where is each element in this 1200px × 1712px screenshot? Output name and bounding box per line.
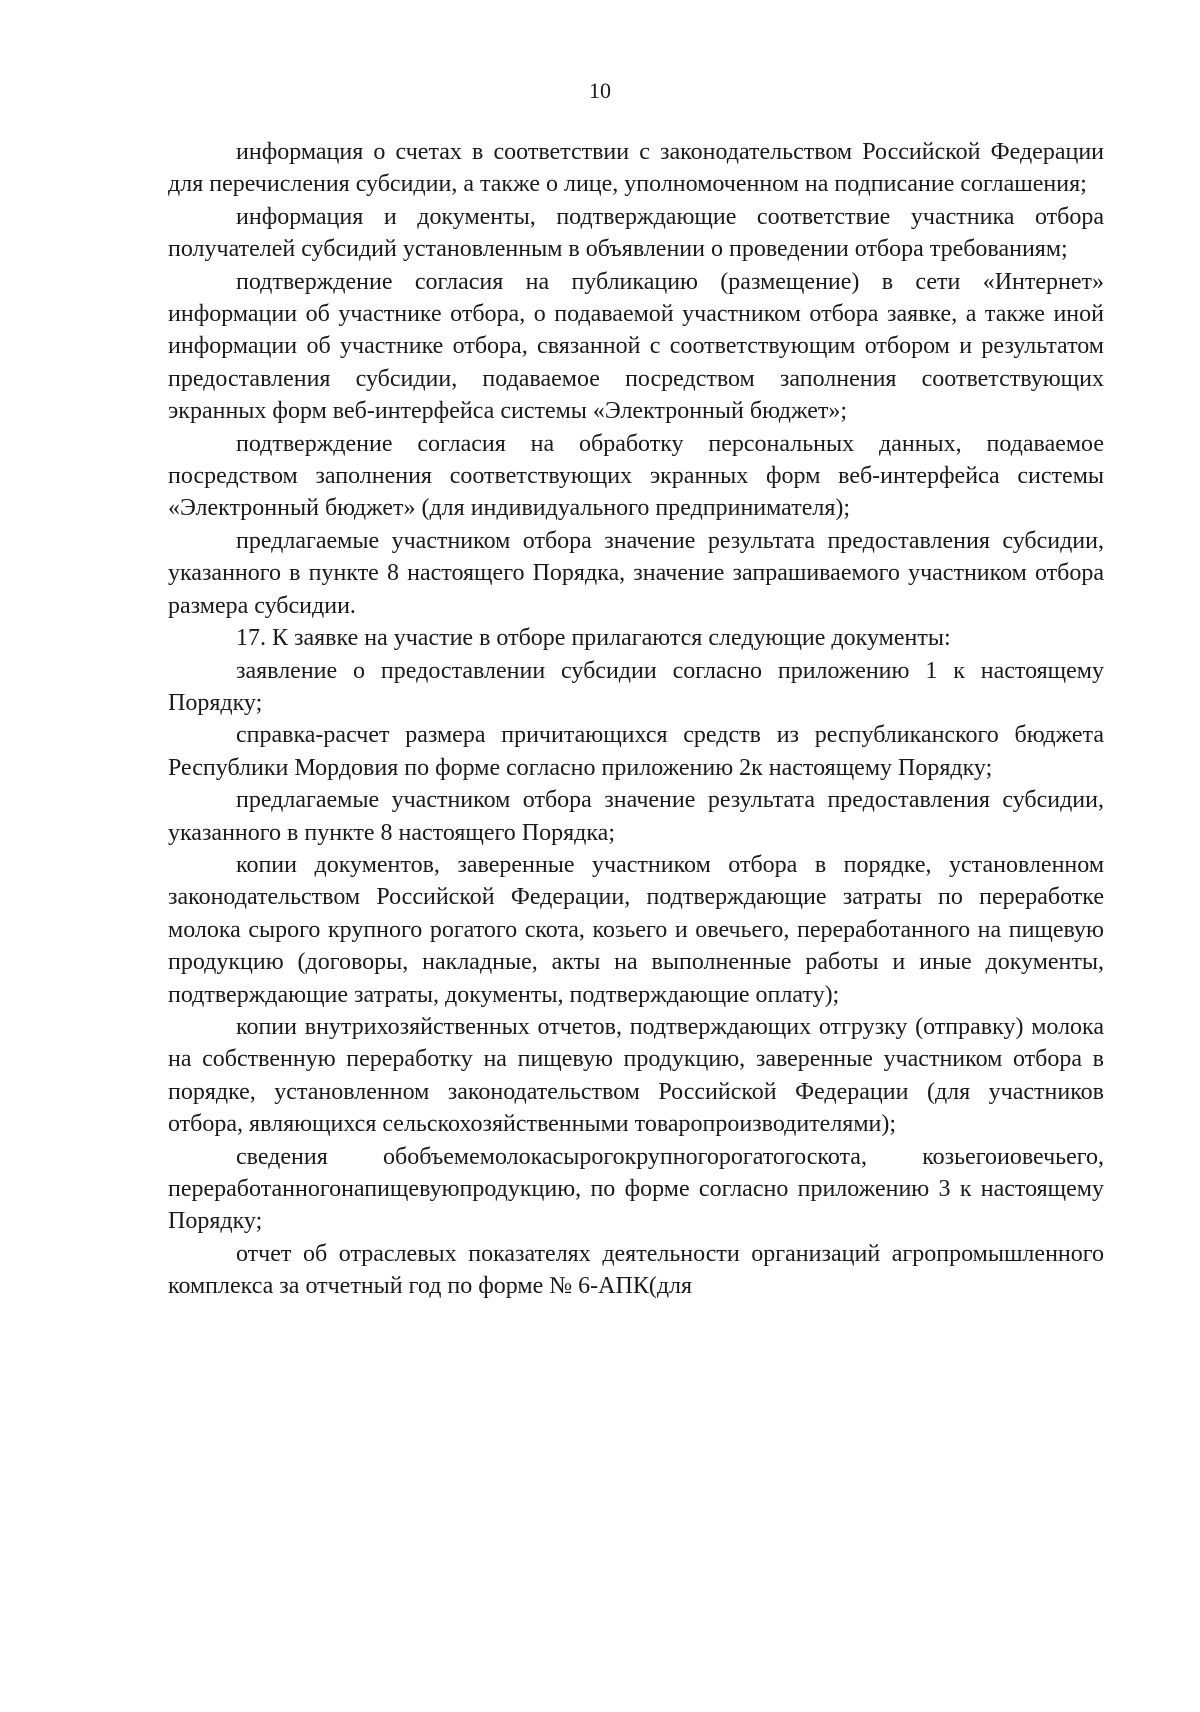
paragraph-account-info: информация о счетах в соответствии с законодательством Российской Федерации для перечисления субсидии, а также о лице, уполномоченном на подписание соглашения; (168, 139, 1104, 198)
paragraph-calculation-certificate: справка-расчет размера причитающихся средств из республиканского бюджета Республики Мордовия по форме согласно приложению 2к настоящему Порядку; (168, 722, 1104, 781)
paragraph-proposed-result-values: предлагаемые участником отбора значение результата предоставления субсидии, указанного в пункте 8 настоящего Порядка, значение запрашиваемого участником отбора размера субсидии. (168, 527, 1104, 619)
paragraph-milk-volume-info: сведения обобъемемолокасырогокрупногорогатогоскота, козьегоиовечьего, переработанногонапищевуюпродукцию, по форме согласно приложению 3 к настоящему Порядку; (168, 1143, 1104, 1235)
page-number: 10 (589, 78, 611, 103)
document-body (168, 136, 1104, 1303)
paragraph-section-17-heading: 17. К заявке на участие в отборе прилагаются следующие документы: (236, 625, 951, 652)
paragraph-compliance-documents: информация и документы, подтверждающие соответствие участника отбора получателей субсидий установленным в объявлении о проведении отбора требованиям; (168, 203, 1104, 263)
paragraph-internal-reports: копии внутрихозяйственных отчетов, подтверждающих отгрузку (отправку) молока на собственную переработку на пищевую продукцию, заверенные участником отбора в порядке, установленном законодательством Российской Федерации (для участников отбора, являющихся сельскохозяйственными товаропроизводителями); (168, 1013, 1104, 1138)
paragraph-publication-consent: подтверждение согласия на публикацию (размещение) в сети «Интернет» информации об участнике отбора, о подаваемой участником отбора заявке, а также иной информации об участнике отбора, связанной с соответствующим отбором и результатом предоставления субсидии, подаваемое посредством заполнения соответствующих экранных форм веб-интерфейса системы «Электронный бюджет»; (168, 268, 1104, 425)
paragraph-cost-documents: копии документов, заверенные участником отбора в порядке, установленном законодательством Российской Федерации, подтверждающие затраты по переработке молока сырого крупного рогатого скота, козьего и овечьего, переработанного на пищевую продукцию (договоры, накладные, акты на выполненные работы и иные документы, подтверждающие затраты, документы, подтверждающие оплату); (168, 851, 1104, 1008)
paragraph-industry-report: отчет об отраслевых показателях деятельности организаций агропромышленного комплекса за отчетный год по форме № 6-АПК(для (168, 1240, 1104, 1300)
paragraph-proposed-result: предлагаемые участником отбора значение результата предоставления субсидии, указанного в пункте 8 настоящего Порядка; (168, 787, 1104, 846)
paragraph-subsidy-application: заявление о предоставлении субсидии согласно приложению 1 к настоящему Порядку; (168, 657, 1104, 716)
paragraph-personal-data-consent: подтверждение согласия на обработку персональных данных, подаваемое посредством заполнения соответствующих экранных форм веб-интерфейса системы «Электронный бюджет» (для индивидуального предпринимателя); (168, 430, 1104, 522)
